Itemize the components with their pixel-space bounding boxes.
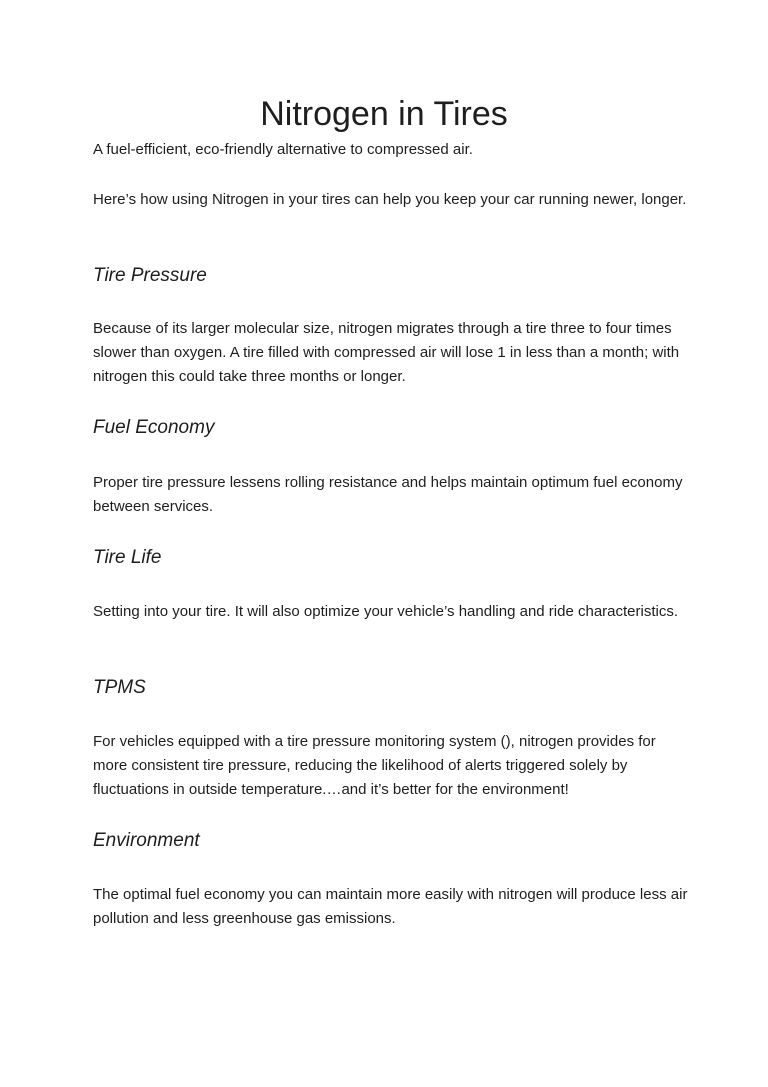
section-body-fuel-economy: Proper tire pressure lessens rolling resistance and helps maintain optimum fuel economy between services. <box>93 474 683 515</box>
section-body-tire-pressure: Because of its larger molecular size, nitrogen migrates through a tire three to four times slower than oxygen. A tire filled with compressed air will lose 1 in less than a month; with nitrogen this could take three months or longer. <box>93 320 680 385</box>
section-body-environment: The optimal fuel economy you can maintain more easily with nitrogen will produce less air pollution and less greenhouse gas emissions. <box>93 886 688 927</box>
section-heading-tire-pressure: Tire Pressure <box>93 265 207 286</box>
page-title: Nitrogen in Tires <box>260 95 508 133</box>
section-heading-fuel-economy: Fuel Economy <box>93 417 215 438</box>
subtitle: A fuel-efficient, eco-friendly alternative to compressed air. <box>93 141 473 158</box>
section-body-tpms: For vehicles equipped with a tire pressure monitoring system (), nitrogen provides for more consistent tire pressure, reducing the likelihood of alerts triggered solely by fluctuations in outside temperature.…and it’s better for the environment! <box>93 733 656 798</box>
intro-paragraph: Here’s how using Nitrogen in your tires can help you keep your car running newer, longer. <box>93 191 687 208</box>
section-body-tire-life: Setting into your tire. It will also optimize your vehicle’s handling and ride characteristics. <box>93 603 678 620</box>
section-heading-tire-life: Tire Life <box>93 547 162 568</box>
section-heading-environment: Environment <box>93 830 200 851</box>
section-heading-tpms: TPMS <box>93 677 146 698</box>
